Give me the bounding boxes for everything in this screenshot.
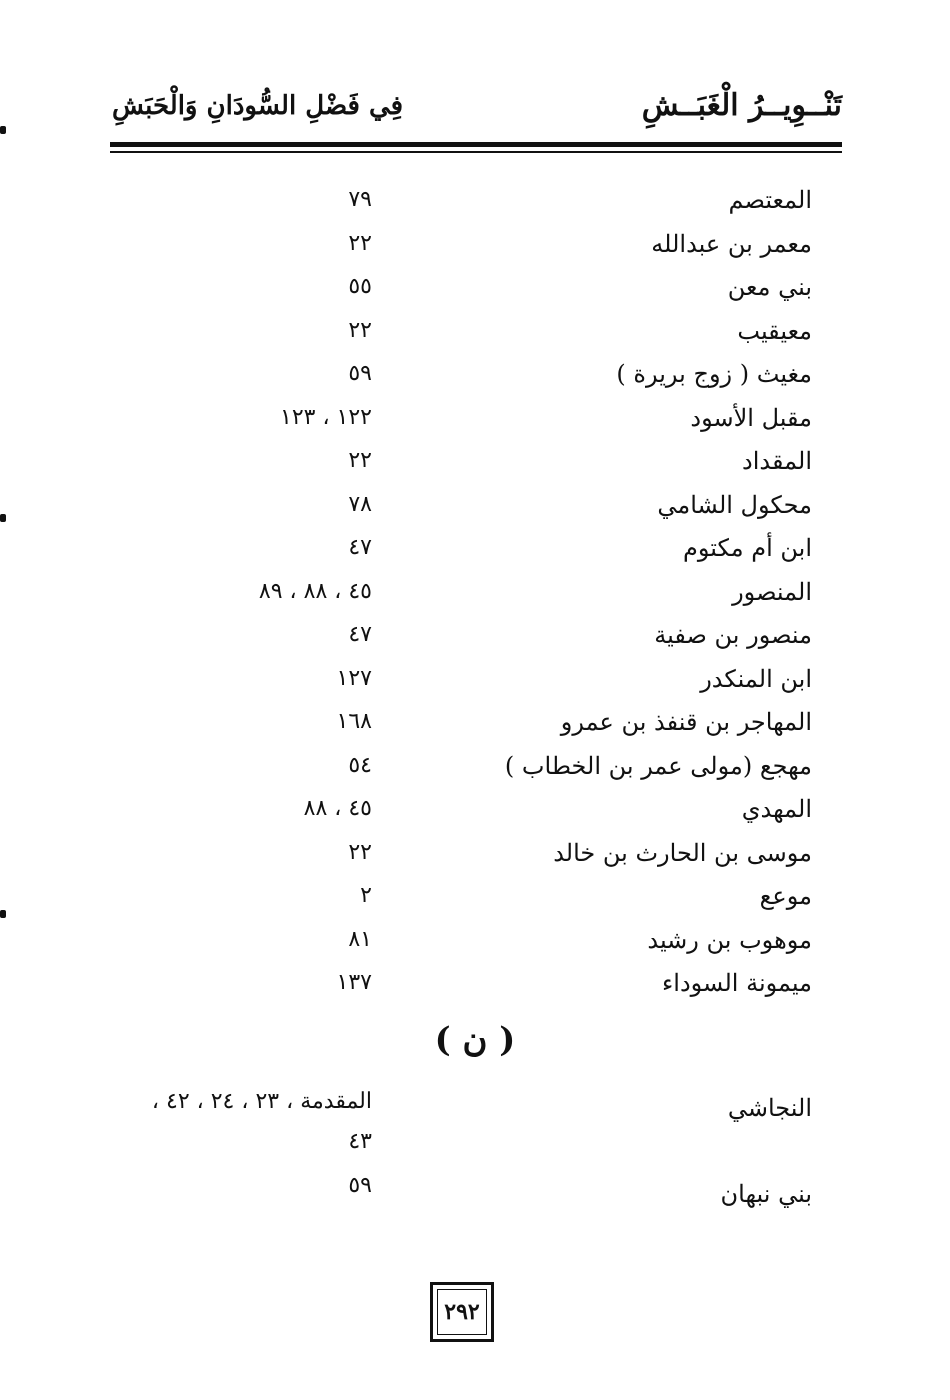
header-rule-thick — [110, 142, 842, 147]
index-entry — [60, 1166, 812, 1210]
entry-pages: المقدمة ، ٢٣ ، ٢٤ ، ٤٢ ، — [151, 1089, 372, 1114]
entry-name: المنصور — [732, 577, 812, 606]
entry-pages: ١٢٧ — [336, 665, 372, 691]
index-entry — [60, 398, 812, 442]
section-heading: ( ن ) — [434, 1020, 516, 1060]
entry-pages: ٨١ — [348, 926, 372, 952]
entry-pages: ٥٤ — [348, 752, 372, 778]
entry-name: محكول الشامي — [657, 490, 812, 519]
index-entry — [60, 485, 812, 529]
index-entry — [60, 224, 812, 268]
entry-pages: ١٢٢ ، ١٢٣ — [280, 404, 372, 430]
entry-pages: ٥٩ — [348, 1173, 372, 1198]
index-entry — [60, 920, 812, 964]
entry-name: ابن المنكدر — [700, 664, 812, 693]
index-entry — [60, 354, 812, 398]
index-entry — [60, 441, 812, 485]
index-entry — [60, 746, 812, 790]
entry-name: بني نبهان — [720, 1180, 812, 1208]
entry-name: بني معن — [727, 273, 812, 301]
entry-name: المهاجر بن قنفذ بن عمرو — [560, 708, 812, 736]
entry-pages: ٤٥ ، ٨٨ ، ٨٩ — [258, 578, 372, 604]
index-entry — [60, 659, 812, 703]
entry-pages: ١٣٧ — [336, 970, 372, 995]
entry-pages: ٢٢ — [348, 448, 372, 473]
header-rule-thin — [110, 151, 842, 153]
entry-pages: ٢٢ — [348, 839, 372, 865]
entry-pages: ٢٢ — [348, 230, 372, 256]
entry-name: مغيث ( زوج بريرة ) — [616, 360, 812, 388]
entry-pages: ٤٧ — [348, 622, 372, 647]
entry-pages-continued: ٤٣ — [348, 1129, 372, 1154]
entry-name: مقبل الأسود — [690, 403, 812, 432]
entry-name: موسى بن الحارث بن خالد — [553, 838, 812, 867]
entry-pages: ٢٢ — [348, 317, 372, 343]
entry-name: ابن أم مكتوم — [682, 534, 812, 562]
entry-pages: ٤٧ — [348, 535, 372, 560]
entry-pages: ٧٩ — [348, 187, 372, 212]
entry-name: المعتصم — [728, 186, 812, 214]
entry-pages: ١٦٨ — [336, 709, 372, 734]
entry-name: النجاشي — [727, 1094, 812, 1122]
book-subtitle: فِي فَضْلِ السُّودَانِ وَالْحَبَشِ — [112, 91, 404, 121]
entry-name: موعع — [759, 882, 812, 910]
margin-mark — [0, 910, 6, 918]
page-number: ٢٩٢ — [437, 1289, 487, 1335]
index-entry — [60, 876, 812, 920]
entry-name: معيقيب — [737, 316, 812, 345]
entry-name: ميمونة السوداء — [662, 969, 812, 997]
entry-pages: ٧٨ — [348, 491, 372, 517]
index-entry — [60, 615, 812, 659]
index-entry — [60, 180, 812, 224]
entry-name: منصور بن صفية — [654, 621, 812, 649]
entry-pages: ٤٥ ، ٨٨ — [303, 796, 372, 821]
entry-name: معمر بن عبدالله — [651, 229, 812, 258]
entry-name: مهجع (مولى عمر بن الخطاب ) — [504, 751, 812, 780]
page-number-box — [430, 1282, 494, 1342]
margin-mark — [0, 126, 6, 134]
entry-name: موهوب بن رشيد — [647, 925, 812, 954]
book-title: تَنْــوِيــرُ الْغَبَــشِ — [641, 88, 842, 123]
index-entry — [60, 311, 812, 355]
index-entry — [60, 267, 812, 311]
entry-pages: ٥٥ — [348, 274, 372, 299]
index-entry — [60, 789, 812, 833]
index-entry — [60, 702, 812, 746]
index-entry — [60, 572, 812, 616]
entry-name: المهدي — [741, 795, 812, 823]
index-entry — [60, 1082, 812, 1166]
index-entry — [60, 963, 812, 1007]
margin-mark — [0, 514, 6, 522]
entry-pages: ٢ — [360, 883, 372, 908]
index-entry — [60, 528, 812, 572]
entry-name: المقداد — [742, 447, 812, 475]
entry-pages: ٥٩ — [348, 361, 372, 386]
index-entry — [60, 833, 812, 877]
